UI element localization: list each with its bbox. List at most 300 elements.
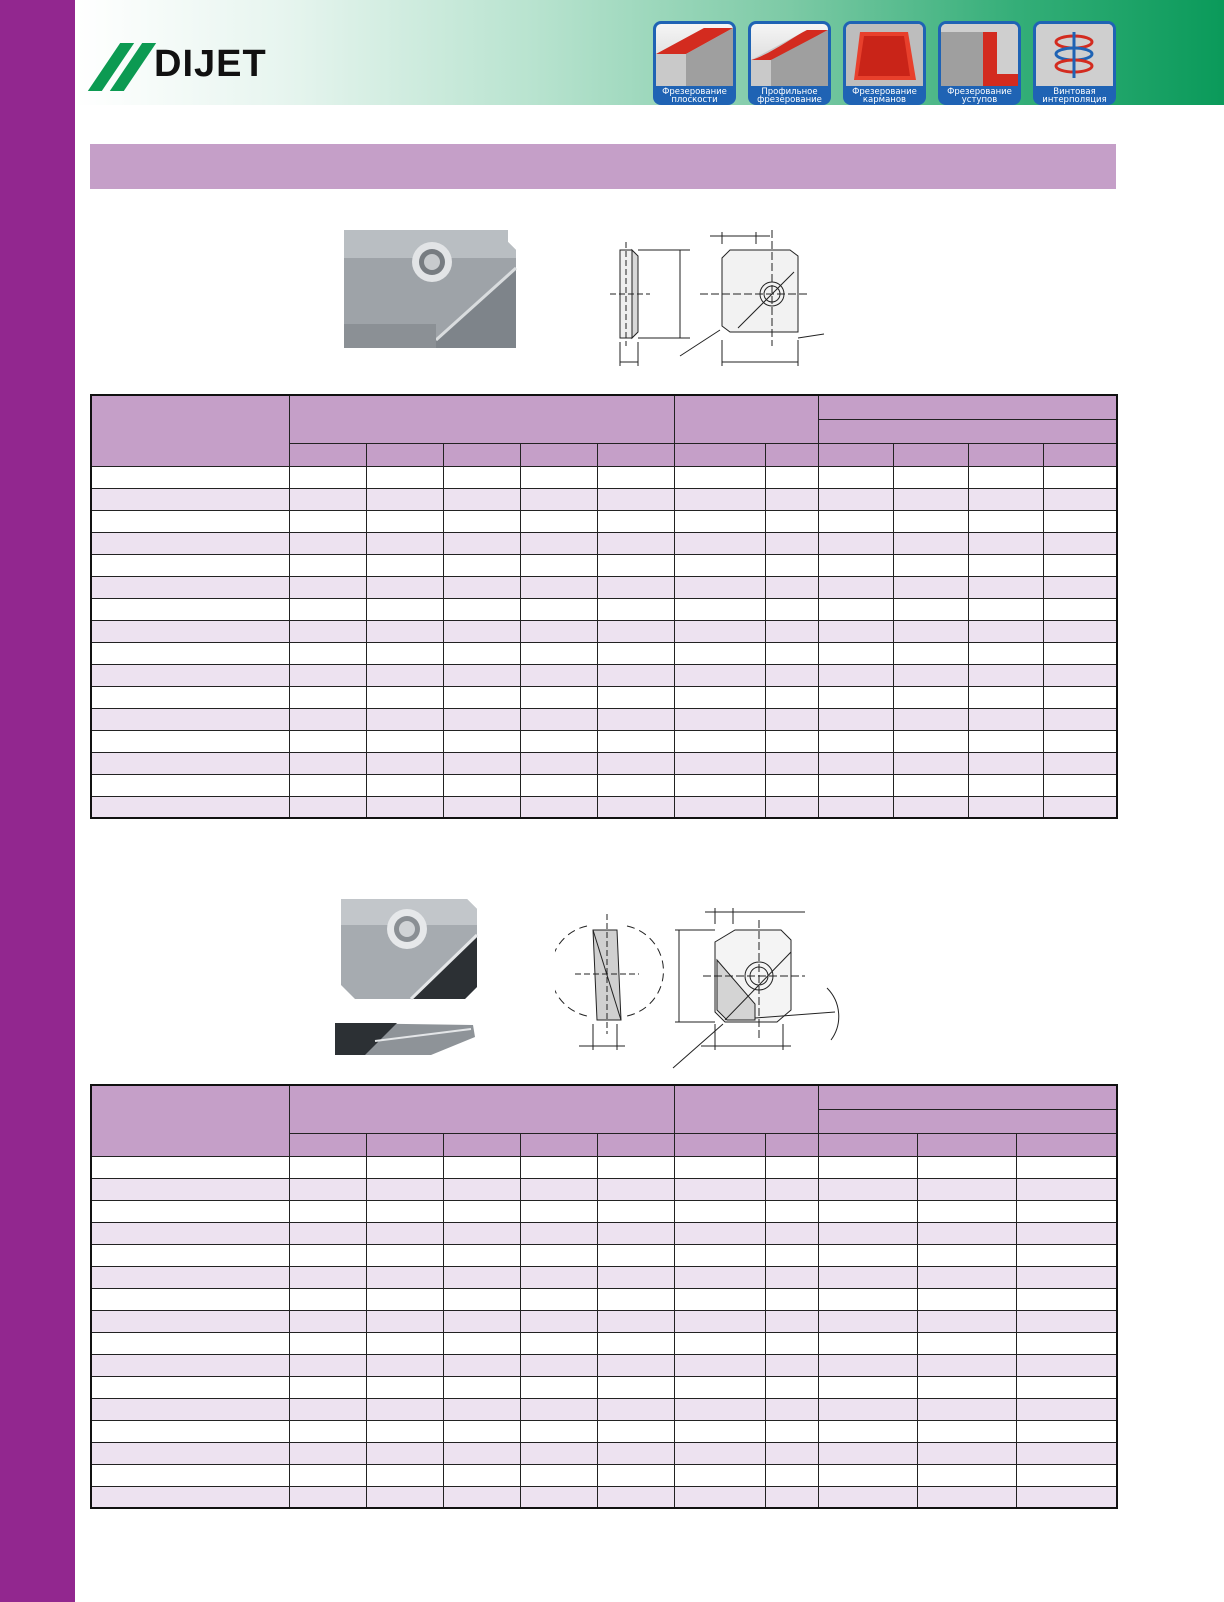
table-cell xyxy=(443,1310,520,1332)
table-cell xyxy=(1043,752,1117,774)
table-cell xyxy=(765,1222,818,1244)
operation-icons xyxy=(653,21,1128,105)
table-cell xyxy=(597,510,674,532)
table-row xyxy=(91,576,1117,598)
table-cell xyxy=(597,1464,674,1486)
table-cell xyxy=(366,1420,443,1442)
table-cell xyxy=(818,1244,917,1266)
table-cell xyxy=(366,510,443,532)
table-row xyxy=(91,730,1117,752)
table-cell xyxy=(366,774,443,796)
table-cell xyxy=(366,708,443,730)
table-cell xyxy=(443,1486,520,1508)
table-row xyxy=(91,1354,1117,1376)
table-cell xyxy=(818,1464,917,1486)
header-cell xyxy=(1016,1133,1117,1156)
table-cell xyxy=(1016,1420,1117,1442)
table-cell xyxy=(597,1156,674,1178)
table-cell xyxy=(1016,1200,1117,1222)
table-cell xyxy=(443,510,520,532)
designation-cell xyxy=(91,1178,289,1200)
table-cell xyxy=(674,642,765,664)
brand-name: DIJET xyxy=(154,43,267,85)
table-cell xyxy=(597,752,674,774)
table-cell xyxy=(289,1244,366,1266)
table-cell xyxy=(366,1442,443,1464)
header-cell xyxy=(818,1133,917,1156)
table-cell xyxy=(597,1222,674,1244)
header-cell xyxy=(289,395,674,443)
op-label: Фрезерование уступов xyxy=(947,87,1012,105)
designation-cell xyxy=(91,554,289,576)
table-cell xyxy=(765,1310,818,1332)
designation-cell xyxy=(91,1332,289,1354)
header-cell xyxy=(443,1133,520,1156)
table-cell xyxy=(443,598,520,620)
designation-cell xyxy=(91,510,289,532)
table-cell xyxy=(765,1156,818,1178)
table-cell xyxy=(1016,1244,1117,1266)
table-cell xyxy=(520,598,597,620)
table-cell xyxy=(597,1178,674,1200)
table-cell xyxy=(597,466,674,488)
table-row xyxy=(91,1178,1117,1200)
table-cell xyxy=(520,1376,597,1398)
table-cell xyxy=(968,510,1043,532)
designation-cell xyxy=(91,466,289,488)
table-cell xyxy=(1043,642,1117,664)
designation-cell xyxy=(91,1310,289,1332)
table-cell xyxy=(968,620,1043,642)
table-cell xyxy=(968,466,1043,488)
table-cell xyxy=(597,576,674,598)
table-cell xyxy=(1043,554,1117,576)
insert-photo-1 xyxy=(340,228,518,350)
table-cell xyxy=(366,1398,443,1420)
table-cell xyxy=(968,642,1043,664)
table-cell xyxy=(289,532,366,554)
table-cell xyxy=(893,708,968,730)
table-cell xyxy=(968,576,1043,598)
table-cell xyxy=(289,774,366,796)
designation-cell xyxy=(91,598,289,620)
table-cell xyxy=(917,1376,1016,1398)
header-cell xyxy=(289,443,366,466)
table-cell xyxy=(818,686,893,708)
table-cell xyxy=(366,642,443,664)
table-row xyxy=(91,686,1117,708)
table-cell xyxy=(597,1376,674,1398)
table-cell xyxy=(674,708,765,730)
table-cell xyxy=(597,1486,674,1508)
designation-cell xyxy=(91,796,289,818)
table-row xyxy=(91,1442,1117,1464)
table-cell xyxy=(520,1156,597,1178)
table-cell xyxy=(674,1420,765,1442)
table-header-row xyxy=(91,1085,1117,1109)
insert-photo-2 xyxy=(335,895,485,1060)
table-cell xyxy=(674,730,765,752)
table-cell xyxy=(765,708,818,730)
table-cell xyxy=(818,1376,917,1398)
table-cell xyxy=(289,1156,366,1178)
table-cell xyxy=(674,620,765,642)
designation-cell xyxy=(91,1354,289,1376)
table-cell xyxy=(520,488,597,510)
table-cell xyxy=(366,796,443,818)
table-cell xyxy=(674,686,765,708)
table-cell xyxy=(443,532,520,554)
table-cell xyxy=(893,642,968,664)
designation-cell xyxy=(91,488,289,510)
pocket-milling-icon xyxy=(843,21,926,105)
table-cell xyxy=(968,730,1043,752)
table-cell xyxy=(366,620,443,642)
table-cell xyxy=(674,1266,765,1288)
table-cell xyxy=(674,1222,765,1244)
table-cell xyxy=(443,1420,520,1442)
table-cell xyxy=(289,642,366,664)
table-cell xyxy=(443,554,520,576)
profile-milling-icon xyxy=(748,21,831,105)
table-cell xyxy=(1016,1464,1117,1486)
face-milling-icon xyxy=(653,21,736,105)
table-cell xyxy=(366,554,443,576)
table-cell xyxy=(968,708,1043,730)
table-cell xyxy=(289,1222,366,1244)
table-cell xyxy=(917,1222,1016,1244)
specification-table-2 xyxy=(90,1084,1118,1509)
table-cell xyxy=(765,1464,818,1486)
table-cell xyxy=(443,620,520,642)
table-cell xyxy=(674,1354,765,1376)
table-cell xyxy=(818,1332,917,1354)
table-cell xyxy=(818,774,893,796)
table-cell xyxy=(289,1288,366,1310)
table-cell xyxy=(443,1332,520,1354)
helical-interpolation-icon xyxy=(1033,21,1116,105)
table-cell xyxy=(765,664,818,686)
table-cell xyxy=(443,1244,520,1266)
table-row xyxy=(91,1420,1117,1442)
table-cell xyxy=(968,796,1043,818)
table-cell xyxy=(289,1486,366,1508)
header-cell xyxy=(366,443,443,466)
table-cell xyxy=(765,642,818,664)
table-cell xyxy=(597,1332,674,1354)
table-cell xyxy=(520,796,597,818)
table-cell xyxy=(366,598,443,620)
table-cell xyxy=(818,620,893,642)
table-cell xyxy=(289,466,366,488)
table-cell xyxy=(674,532,765,554)
table-cell xyxy=(674,466,765,488)
table-cell xyxy=(818,510,893,532)
table-cell xyxy=(443,1178,520,1200)
table-row xyxy=(91,664,1117,686)
table-cell xyxy=(1016,1486,1117,1508)
table-row xyxy=(91,1244,1117,1266)
table-cell xyxy=(597,730,674,752)
table-cell xyxy=(520,1288,597,1310)
table-cell xyxy=(818,1354,917,1376)
table-cell xyxy=(289,576,366,598)
table-cell xyxy=(289,1398,366,1420)
designation-cell xyxy=(91,642,289,664)
table-cell xyxy=(765,1420,818,1442)
table-cell xyxy=(818,1288,917,1310)
table-cell xyxy=(917,1354,1016,1376)
table-cell xyxy=(818,1222,917,1244)
table-cell xyxy=(289,620,366,642)
table-cell xyxy=(366,1156,443,1178)
table-cell xyxy=(289,598,366,620)
table-cell xyxy=(597,774,674,796)
table-cell xyxy=(818,1200,917,1222)
table-cell xyxy=(765,774,818,796)
table-cell xyxy=(765,1288,818,1310)
header-cell xyxy=(520,443,597,466)
table-cell xyxy=(597,686,674,708)
table-cell xyxy=(289,1200,366,1222)
table-cell xyxy=(765,620,818,642)
header-cell xyxy=(893,443,968,466)
table-cell xyxy=(289,1420,366,1442)
table-row xyxy=(91,466,1117,488)
header-cell xyxy=(818,1109,1117,1133)
table-cell xyxy=(443,488,520,510)
table-cell xyxy=(1043,774,1117,796)
table-cell xyxy=(597,708,674,730)
table-cell xyxy=(674,1178,765,1200)
table-cell xyxy=(674,752,765,774)
table-cell xyxy=(765,1398,818,1420)
table-cell xyxy=(366,488,443,510)
table-cell xyxy=(818,466,893,488)
table-cell xyxy=(893,730,968,752)
table-cell xyxy=(968,598,1043,620)
table-cell xyxy=(1016,1178,1117,1200)
table-cell xyxy=(443,1376,520,1398)
table-cell xyxy=(597,620,674,642)
designation-cell xyxy=(91,620,289,642)
table-cell xyxy=(674,1486,765,1508)
left-sidebar-band xyxy=(0,0,75,1602)
table-cell xyxy=(893,796,968,818)
table-cell xyxy=(893,554,968,576)
table-cell xyxy=(597,598,674,620)
table-cell xyxy=(1043,532,1117,554)
dijet-logo xyxy=(88,38,267,90)
table-row xyxy=(91,1266,1117,1288)
table-cell xyxy=(289,1354,366,1376)
table-cell xyxy=(765,1486,818,1508)
table-cell xyxy=(443,1288,520,1310)
op-label: Фрезерование плоскости xyxy=(662,87,727,105)
table-cell xyxy=(1016,1376,1117,1398)
table-cell xyxy=(917,1442,1016,1464)
table-cell xyxy=(1043,664,1117,686)
table-cell xyxy=(597,1420,674,1442)
table-cell xyxy=(917,1398,1016,1420)
table-cell xyxy=(818,730,893,752)
table-cell xyxy=(765,554,818,576)
table-row xyxy=(91,708,1117,730)
table-cell xyxy=(818,1156,917,1178)
table-cell xyxy=(289,708,366,730)
table-cell xyxy=(674,1464,765,1486)
table-cell xyxy=(765,532,818,554)
table-cell xyxy=(765,1178,818,1200)
table-cell xyxy=(1043,598,1117,620)
table-cell xyxy=(597,532,674,554)
table-cell xyxy=(597,664,674,686)
table-cell xyxy=(443,774,520,796)
table-cell xyxy=(674,774,765,796)
table-cell xyxy=(366,1332,443,1354)
table-cell xyxy=(917,1244,1016,1266)
table-cell xyxy=(917,1178,1016,1200)
table-cell xyxy=(917,1288,1016,1310)
table-cell xyxy=(520,1354,597,1376)
table-cell xyxy=(818,1178,917,1200)
table-cell xyxy=(520,466,597,488)
table-cell xyxy=(968,488,1043,510)
table-cell xyxy=(674,488,765,510)
table-cell xyxy=(674,1156,765,1178)
designation-cell xyxy=(91,532,289,554)
table-cell xyxy=(443,730,520,752)
table-cell xyxy=(1016,1398,1117,1420)
table-cell xyxy=(366,1310,443,1332)
header-cell xyxy=(91,395,289,466)
table-cell xyxy=(674,1398,765,1420)
table-cell xyxy=(765,1266,818,1288)
table-cell xyxy=(520,554,597,576)
table-cell xyxy=(597,1244,674,1266)
table-cell xyxy=(968,686,1043,708)
header-cell xyxy=(674,1085,818,1133)
header-cell xyxy=(674,395,818,443)
table-row xyxy=(91,532,1117,554)
table-cell xyxy=(917,1464,1016,1486)
table-cell xyxy=(893,466,968,488)
op-label: Профильное фрезерование xyxy=(757,87,822,105)
table-cell xyxy=(597,1288,674,1310)
header-cell xyxy=(968,443,1043,466)
section-title-band xyxy=(90,144,1116,189)
table-row xyxy=(91,774,1117,796)
table-cell xyxy=(818,796,893,818)
header-cell xyxy=(818,443,893,466)
table-cell xyxy=(520,1398,597,1420)
designation-cell xyxy=(91,774,289,796)
table-cell xyxy=(443,1222,520,1244)
designation-cell xyxy=(91,576,289,598)
table-cell xyxy=(893,774,968,796)
designation-cell xyxy=(91,686,289,708)
table-cell xyxy=(1043,730,1117,752)
table-cell xyxy=(818,752,893,774)
designation-cell xyxy=(91,1420,289,1442)
header-cell xyxy=(366,1133,443,1156)
table-cell xyxy=(520,1222,597,1244)
table-cell xyxy=(289,554,366,576)
table-cell xyxy=(765,510,818,532)
table-cell xyxy=(1016,1442,1117,1464)
table-cell xyxy=(443,1266,520,1288)
table-cell xyxy=(917,1200,1016,1222)
table-row xyxy=(91,554,1117,576)
table-row xyxy=(91,1486,1117,1508)
table-cell xyxy=(1016,1354,1117,1376)
table-cell xyxy=(520,752,597,774)
table-cell xyxy=(818,554,893,576)
table-row xyxy=(91,642,1117,664)
table-cell xyxy=(818,1486,917,1508)
table-cell xyxy=(443,576,520,598)
table-cell xyxy=(520,620,597,642)
table-cell xyxy=(289,664,366,686)
table-cell xyxy=(893,620,968,642)
table-cell xyxy=(765,752,818,774)
table-cell xyxy=(1043,686,1117,708)
designation-cell xyxy=(91,1464,289,1486)
table-cell xyxy=(597,796,674,818)
table-cell xyxy=(818,532,893,554)
table-cell xyxy=(674,1200,765,1222)
table-cell xyxy=(366,532,443,554)
table-cell xyxy=(818,1420,917,1442)
table-cell xyxy=(674,664,765,686)
table-cell xyxy=(765,1244,818,1266)
header-cell xyxy=(818,395,1117,419)
table-cell xyxy=(366,1222,443,1244)
table-cell xyxy=(765,488,818,510)
table-row xyxy=(91,598,1117,620)
table-cell xyxy=(366,1376,443,1398)
table-cell xyxy=(893,510,968,532)
table-cell xyxy=(597,1266,674,1288)
header-cell xyxy=(289,1085,674,1133)
table-cell xyxy=(765,686,818,708)
table-cell xyxy=(289,752,366,774)
insert-drawing-2 xyxy=(555,900,865,1075)
table-cell xyxy=(443,708,520,730)
table-cell xyxy=(443,1464,520,1486)
table-cell xyxy=(443,796,520,818)
table-cell xyxy=(893,752,968,774)
table-cell xyxy=(765,1200,818,1222)
table-cell xyxy=(1016,1266,1117,1288)
header-cell xyxy=(597,443,674,466)
table-cell xyxy=(289,730,366,752)
table-cell xyxy=(366,466,443,488)
table-cell xyxy=(674,1442,765,1464)
table-cell xyxy=(1043,488,1117,510)
table-row xyxy=(91,488,1117,510)
table-cell xyxy=(968,752,1043,774)
table-cell xyxy=(1043,620,1117,642)
table-cell xyxy=(674,1244,765,1266)
table-cell xyxy=(289,1310,366,1332)
table-cell xyxy=(818,1398,917,1420)
table-row xyxy=(91,1310,1117,1332)
table-cell xyxy=(818,642,893,664)
table-cell xyxy=(765,1332,818,1354)
table-cell xyxy=(917,1486,1016,1508)
table-body xyxy=(91,1156,1117,1508)
